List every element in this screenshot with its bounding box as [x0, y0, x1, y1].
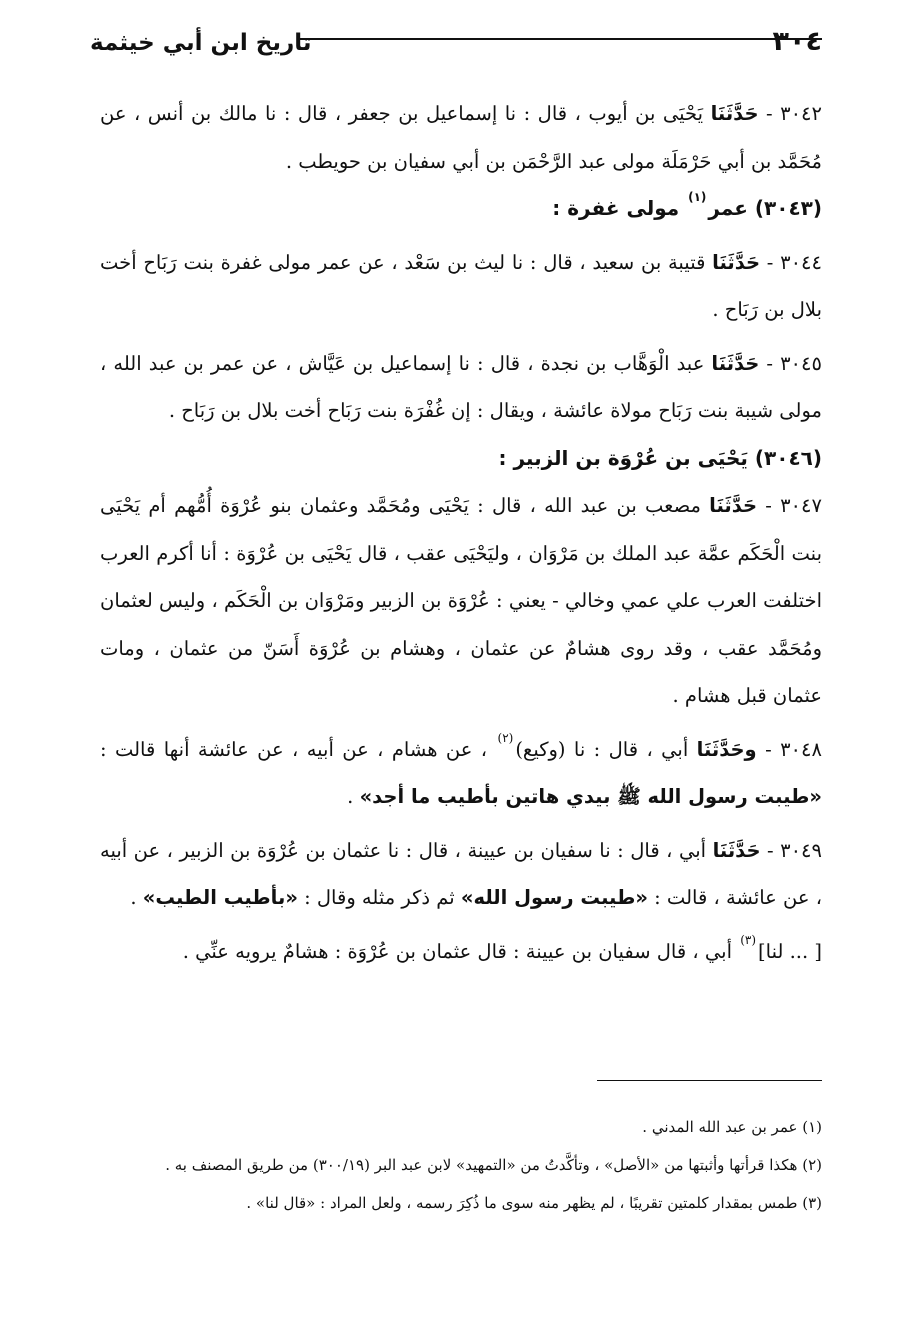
heading-3046: (٣٠٤٦) يَحْيَى بن عُرْوَة بن الزبير : [498, 445, 822, 470]
entry-number: ٣٠٤٧ - [757, 494, 822, 517]
footnote-ref-2[interactable]: (٢) [497, 730, 514, 745]
footnote-ref-3[interactable]: (٣) [740, 932, 757, 947]
entry-3045 [100, 340, 822, 435]
entry-3044 [100, 239, 822, 334]
entry-3049 [100, 827, 822, 922]
entry-number: ٣٠٤٨ - [756, 737, 822, 761]
entry-text: أبي ، قال : نا سفيان بن عيينة ، قال : نا عثمان بن عُرْوَة بن الزبير ، عن أبيه ، عن عائشة ، قالت : [100, 838, 822, 909]
entry-3047 [100, 482, 822, 720]
entry-lacuna [100, 928, 822, 976]
footnote-3: (٣) طمس بمقدار كلمتين تقريبًا ، لم يظهر منه سوى ما ذُكِرَ رسمه ، ولعل المراد : «قال لنا» . [246, 1194, 822, 1212]
entry-text: عبد الْوَهَّاب بن نجدة ، قال : نا إسماعيل بن عَيَّاش ، عن عمر بن عبد الله ، مولى شيبة بنت رَبَاح مولاة عائشة ، ويقال : إن غُفْرَة بنت رَبَاح أخت بلال بن رَبَاح . [100, 351, 822, 422]
hadith-quote: «طيبت رسول الله» [460, 886, 648, 909]
header-rule [300, 38, 822, 40]
footnote-ref-1[interactable]: (١) [688, 190, 707, 204]
entry-tail: . [130, 886, 143, 909]
hadith-quote-2: «بأطيب الطيب» [142, 886, 298, 909]
narration-keyword: حَدَّثَنَا [711, 351, 760, 375]
page-number: ٣٠٤ [772, 26, 822, 57]
entry-text-cont: ثم ذكر مثله وقال : [297, 886, 461, 909]
footnote-1: (١) عمر بن عبد الله المدني . [642, 1118, 822, 1136]
heading-3043 [100, 185, 822, 233]
narration-keyword: حَدَّثَنَا [709, 494, 758, 517]
entry-3048 [100, 726, 822, 821]
entry-text: مصعب بن عبد الله ، قال : يَحْيَى ومُحَمَّد وعثمان بنو عُرْوَة أُمُّهم أم يَحْيَى بنت الْحَكَم عمَّة عبد الملك بن مَرْوَان ، وليَحْيَى عقب ، قال يَحْيَى بن عُرْوَة : أنا أكرم العرب اختلفت العرب علي عمي وخالي - يعني : عُرْوَة بن الزبير ومَرْوَان بن الْحَكَم ، وليس لعثمان ومُحَمَّد عقب ، وقد روى هشامٌ عن عثمان ، وهشام بن عُرْوَة أَسَنّ من عثمان ، ومات عثمان قبل هشام . [100, 494, 822, 707]
running-header [90, 22, 822, 70]
narration-keyword: حَدَّثَنَا [710, 102, 759, 125]
entry-number: ٣٠٤٥ - [759, 351, 822, 375]
lacuna-bracket: [ ... لنا] [758, 939, 822, 963]
narration-keyword: حَدَّثَنَا [712, 838, 761, 862]
narration-keyword: وحَدَّثَنَا [696, 737, 757, 761]
entry-text: يَحْيَى بن أيوب ، قال : نا إسماعيل بن جعفر ، قال : نا مالك بن أنس ، عن مُحَمَّد بن أبي حَرْمَلَة مولى عبد الرَّحْمَن بن أبي سفيان بن حويطب . [100, 102, 822, 173]
entry-number: ٣٠٤٢ - [758, 102, 822, 125]
entry-number: ٣٠٤٤ - [760, 250, 822, 274]
entry-text: أبي ، قال سفيان بن عيينة : قال عثمان بن عُرْوَة : هشامٌ يرويه عنِّي . [182, 939, 739, 963]
footnote-2: (٢) هكذا قرأتها وأثبتها من «الأصل» ، وتأكَّدتُ من «التمهيد» لابن عبد البر (٣٠٠/١٩) من طريق المصنف به . [165, 1156, 822, 1174]
hadith-quote: «طيبت رسول الله ﷺ بيدي هاتين بأطيب ما أجد» [359, 785, 822, 808]
entry-text: قتيبة بن سعيد ، قال : نا ليث بن سَعْد ، عن عمر مولى غفرة بنت رَبَاح أخت بلال بن رَبَاح . [100, 250, 822, 321]
heading-text: (٣٠٤٣) عمر [708, 196, 822, 220]
main-text [100, 90, 822, 975]
entry-number: ٣٠٤٩ - [760, 838, 822, 862]
footnote-rule [597, 1080, 822, 1081]
narration-keyword: حَدَّثَنَا [712, 250, 761, 274]
heading-text-tail: مولى غفرة : [552, 196, 687, 220]
entry-3042 [100, 90, 822, 185]
entry-tail: . [347, 785, 360, 808]
entry-text: أبي ، قال : نا (وكيع) [515, 737, 697, 761]
entry-text-cont: ، عن هشام ، عن أبيه ، عن عائشة أنها قالت : [100, 737, 496, 761]
footnotes [100, 1110, 822, 1224]
book-title: تاريخ ابن أبي خيثمة [90, 30, 312, 56]
